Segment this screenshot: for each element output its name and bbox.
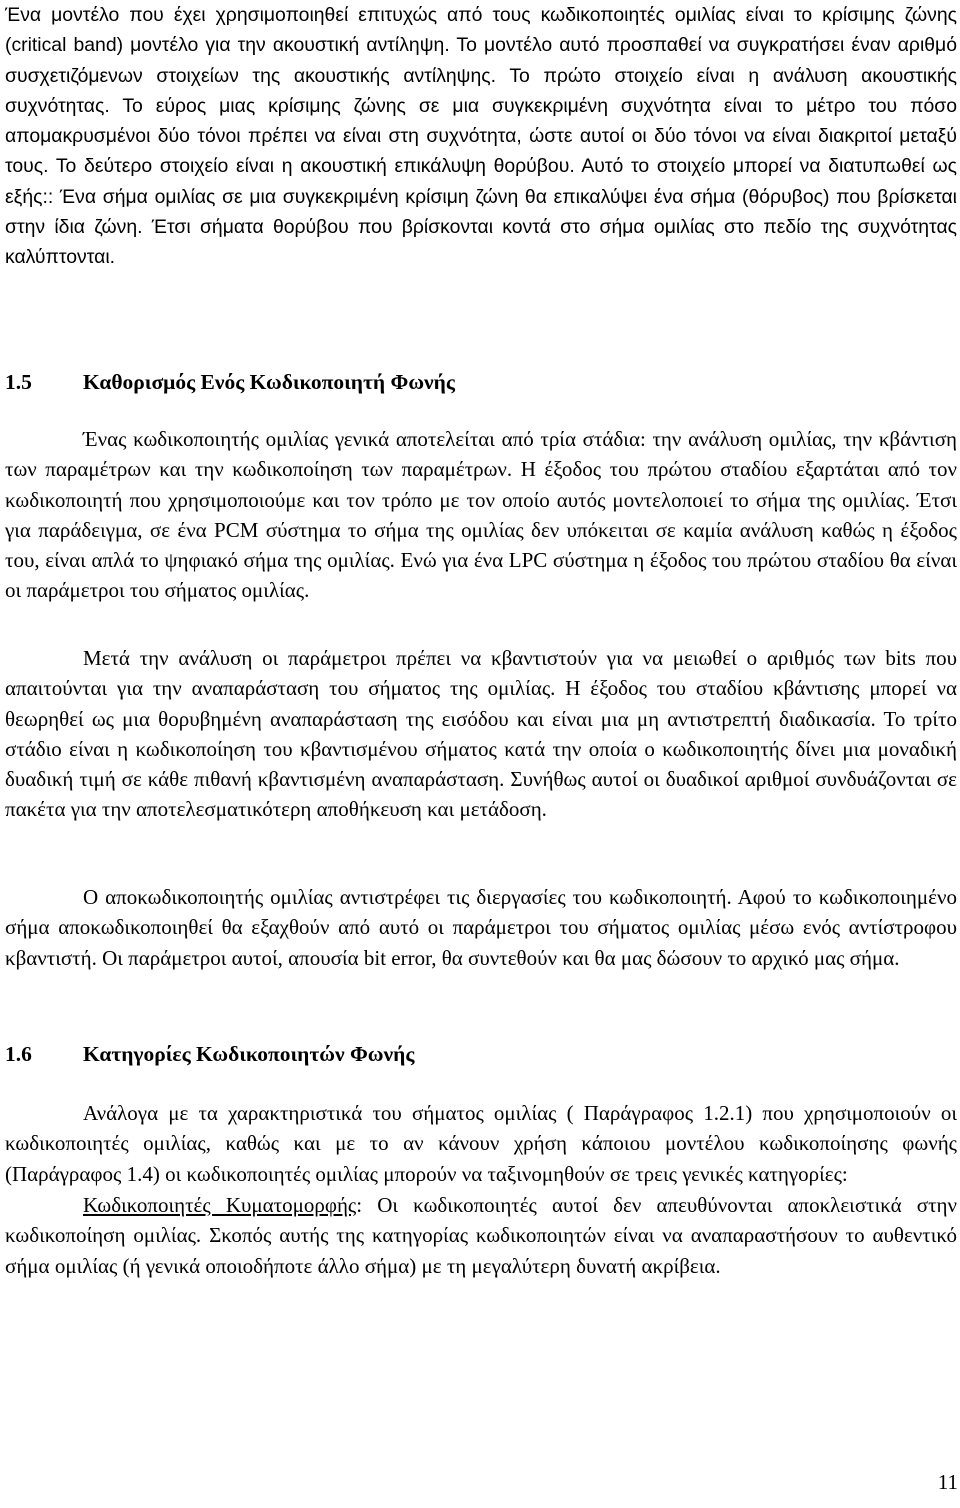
section-heading-1-5	[5, 367, 455, 397]
section-number: 1.5	[5, 370, 32, 394]
body-paragraph: Ο αποκωδικοποιητής ομιλίας αντιστρέφει τις διεργασίες του κωδικοποιητή. Αφού το κωδικοποιημένο σήμα αποκωδικοποιηθεί θα εξαχθούν από αυτό οι παράμετροι του σήματος ομιλίας μέσω ενός αντίστροφου κβαντιστή. Οι παράμετροι αυτοί, απουσία bit error, θα συντεθούν και θα μας δώσουν το αρχικό μας σήμα.	[5, 885, 957, 970]
definition-paragraph	[5, 1190, 957, 1281]
body-paragraph: Μετά την ανάλυση οι παράμετροι πρέπει να κβαντιστούν για να μειωθεί ο αριθμός των bits που απαιτούνται για την αναπαράσταση του σήματος της ομιλίας. Η έξοδος του σταδίου κβάντισης μπορεί να θεωρηθεί ως μια θορυβημένη αναπαράσταση της εισόδου και είναι μια μη αντιστρεπτή διαδικασία. Το τρίτο στάδιο είναι η κωδικοποίηση του κβαντισμένου σήματος κατά την οποία ο κωδικοποιητής δίνει μια μοναδική δυαδική τιμή σε κάθε πιθανή κβαντισμένη αναπαράσταση. Συνήθως αυτοί οι δυαδικοί αριθμοί συνδυάζονται σε πακέτα για την αποτελεσματικότερη αποθήκευση και μετάδοση.	[5, 646, 957, 822]
body-paragraph: Ανάλογα με τα χαρακτηριστικά του σήματος ομιλίας ( Παράγραφος 1.2.1) που χρησιμοποιούν οι κωδικοποιητές ομιλίας, καθώς και με το αν κάνουν χρήση κάποιου μοντέλου κωδικοποίησης φωνής (Παράγραφος 1.4) οι κωδικοποιητές ομιλίας μπορούν να ταξινομηθούν σε τρεις γενικές κατηγορίες:	[5, 1101, 957, 1186]
page-number: 11	[937, 1470, 958, 1494]
section-number: 1.6	[5, 1042, 32, 1066]
term-description: Οι κωδικοποιητές αυτοί δεν απευθύνονται αποκλειστικά στην κωδικοποίηση ομιλίας. Σκοπός αυτής της κατηγορίας κωδικοποιητών είναι να αναπαραστήσουν το αυθεντικό σήμα ομιλίας (ή γενικά οποιοδήποτε άλλο σήμα) με τη μεγαλύτερη δυνατή ακρίβεια.	[5, 1193, 957, 1278]
section-title: Καθορισμός Ενός Κωδικοποιητή Φωνής	[83, 370, 455, 394]
term-colon: :	[356, 1193, 363, 1217]
term-label: Κωδικοποιητές Κυματομορφής	[83, 1193, 357, 1217]
body-paragraph: Ένας κωδικοποιητής ομιλίας γενικά αποτελείται από τρία στάδια: την ανάλυση ομιλίας, την κβάντιση των παραμέτρων και την κωδικοποίηση των παραμέτρων. Η έξοδος του πρώτου σταδίου εξαρτάται από τον κωδικοποιητή που χρησιμοποιούμε και τον τρόπο με τον οποίο αυτός μοντελοποιεί το σήμα της ομιλίας. Έτσι για παράδειγμα, σε ένα PCM σύστημα το σήμα της ομιλίας δεν υπόκειται σε καμία ανάλυση καθώς η έξοδος του, είναι απλά το ψηφιακό σήμα της ομιλίας. Ενώ για ένα LPC σύστημα η έξοδος του πρώτου σταδίου θα είναι οι παράμετροι του σήματος ομιλίας.	[5, 427, 957, 603]
section-title: Κατηγορίες Κωδικοποιητών Φωνής	[83, 1042, 415, 1066]
intro-paragraph: Ένα μοντέλο που έχει χρησιμοποιηθεί επιτυχώς από τους κωδικοποιητές ομιλίας είναι το κρίσιμης ζώνης (critical band) μοντέλο για την ακουστική αντίληψη. Το μοντέλο αυτό προσπαθεί να συγκρατήσει έναν αριθμό συσχετιζόμενων στοιχείων της ακουστικής αντίληψης. Το πρώτο στοιχείο είναι η ανάλυση ακουστικής συχνότητας. Το εύρος μιας κρίσιμης ζώνης σε μια συγκεκριμένη συχνότητα είναι το μέτρο του πόσο απομακρυσμένοι δύο τόνοι πρέπει να είναι στη συχνότητα, ώστε αυτοί οι δύο τόνοι να είναι διακριτοί μεταξύ τους. Το δεύτερο στοιχείο είναι η ακουστική επικάλυψη θορύβου. Αυτό το στοιχείο μπορεί να διατυπωθεί ως εξής:: Ένα σήμα ομιλίας σε μια συγκεκριμένη κρίσιμη ζώνη θα επικαλύψει ένα σήμα (θόρυβος) που βρίσκεται στην ίδια ζώνη. Έτσι σήματα θορύβου που βρίσκονται κοντά στο σήμα ομιλίας στο πεδίο της συχνότητας καλύπτονται.	[5, 4, 957, 269]
section-heading-1-6	[5, 1039, 414, 1069]
